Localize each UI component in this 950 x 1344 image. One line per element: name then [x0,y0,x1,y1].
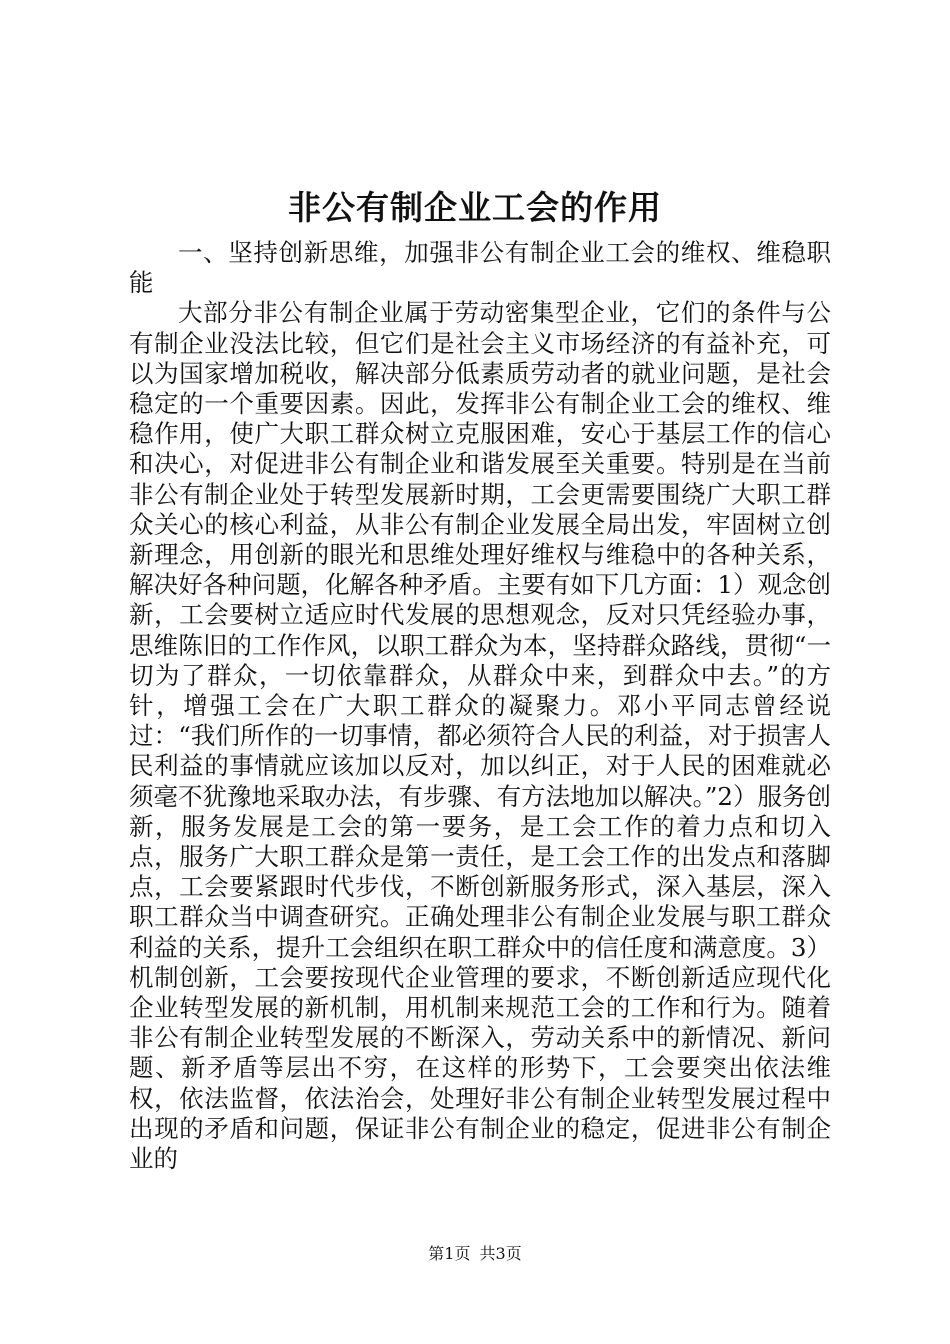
document-title: 非公有制企业工会的作用 [288,188,662,227]
document-body [129,238,831,1174]
page-number-total: 共3页 [479,1244,522,1263]
body-paragraph: 大部分非公有制企业属于劳动密集型企业，它们的条件与公有制企业没法比较，但它们是社会主义市场经济的有益补充，可以为国家增加税收，解决部分低素质劳动者的就业问题，是社会稳定的一个重要因素。因此，发挥非公有制企业工会的维权、维稳作用，使广大职工群众树立克服困难，安心于基层工作的信心和决心，对促进非公有制企业和谐发展至关重要。特别是在当前非公有制企业处于转型发展新时期，工会更需要围绕广大职工群众关心的核心利益，从非公有制企业发展全局出发，牢固树立创新理念，用创新的眼光和思维处理好维权与维稳中的各种关系，解决好各种问题，化解各种矛盾。主要有如下几方面：1）观念创新，工会要树立适应时代发展的思想观念，反对只凭经验办事，思维陈旧的工作作风，以职工群众为本，坚持群众路线，贯彻“一切为了群众，一切依靠群众，从群众中来，到群众中去。”的方针，增强工会在广大职工群众的凝聚力。邓小平同志曾经说过：“我们所作的一切事情，都必须符合人民的利益，对于损害人民利益的事情就应该加以反对，加以纠正，对于人民的困难就必须毫不犹豫地采取办法，有步骤、有方法地加以解决。”2）服务创新，服务发展是工会的第一要务，是工会工作的着力点和切入点，服务广大职工群众是第一责任，是工会工作的出发点和落脚点，工会要紧跟时代步伐，不断创新服务形式，深入基层，深入职工群众当中调查研究。正确处理非公有制企业发展与职工群众利益的关系，提升工会组织在职工群众中的信任度和满意度。3）机制创新，工会要按现代企业管理的要求，不断创新适应现代化企业转型发展的新机制，用机制来规范工会的工作和行为。随着非公有制企业转型发展的不断深入，劳动关系中的新情况、新问题、新矛盾等层出不穷，在这样的形势下，工会要突出依法维权，依法监督，依法治会，处理好非公有制企业转型发展过程中出现的矛盾和问题，保证非公有制企业的稳定，促进非公有制企业的 [129,298,831,1174]
page-footer [0,1244,950,1264]
section-heading: 一、坚持创新思维，加强非公有制企业工会的维权、维稳职能 [129,238,831,298]
page-number-current: 第1页 [428,1244,471,1263]
